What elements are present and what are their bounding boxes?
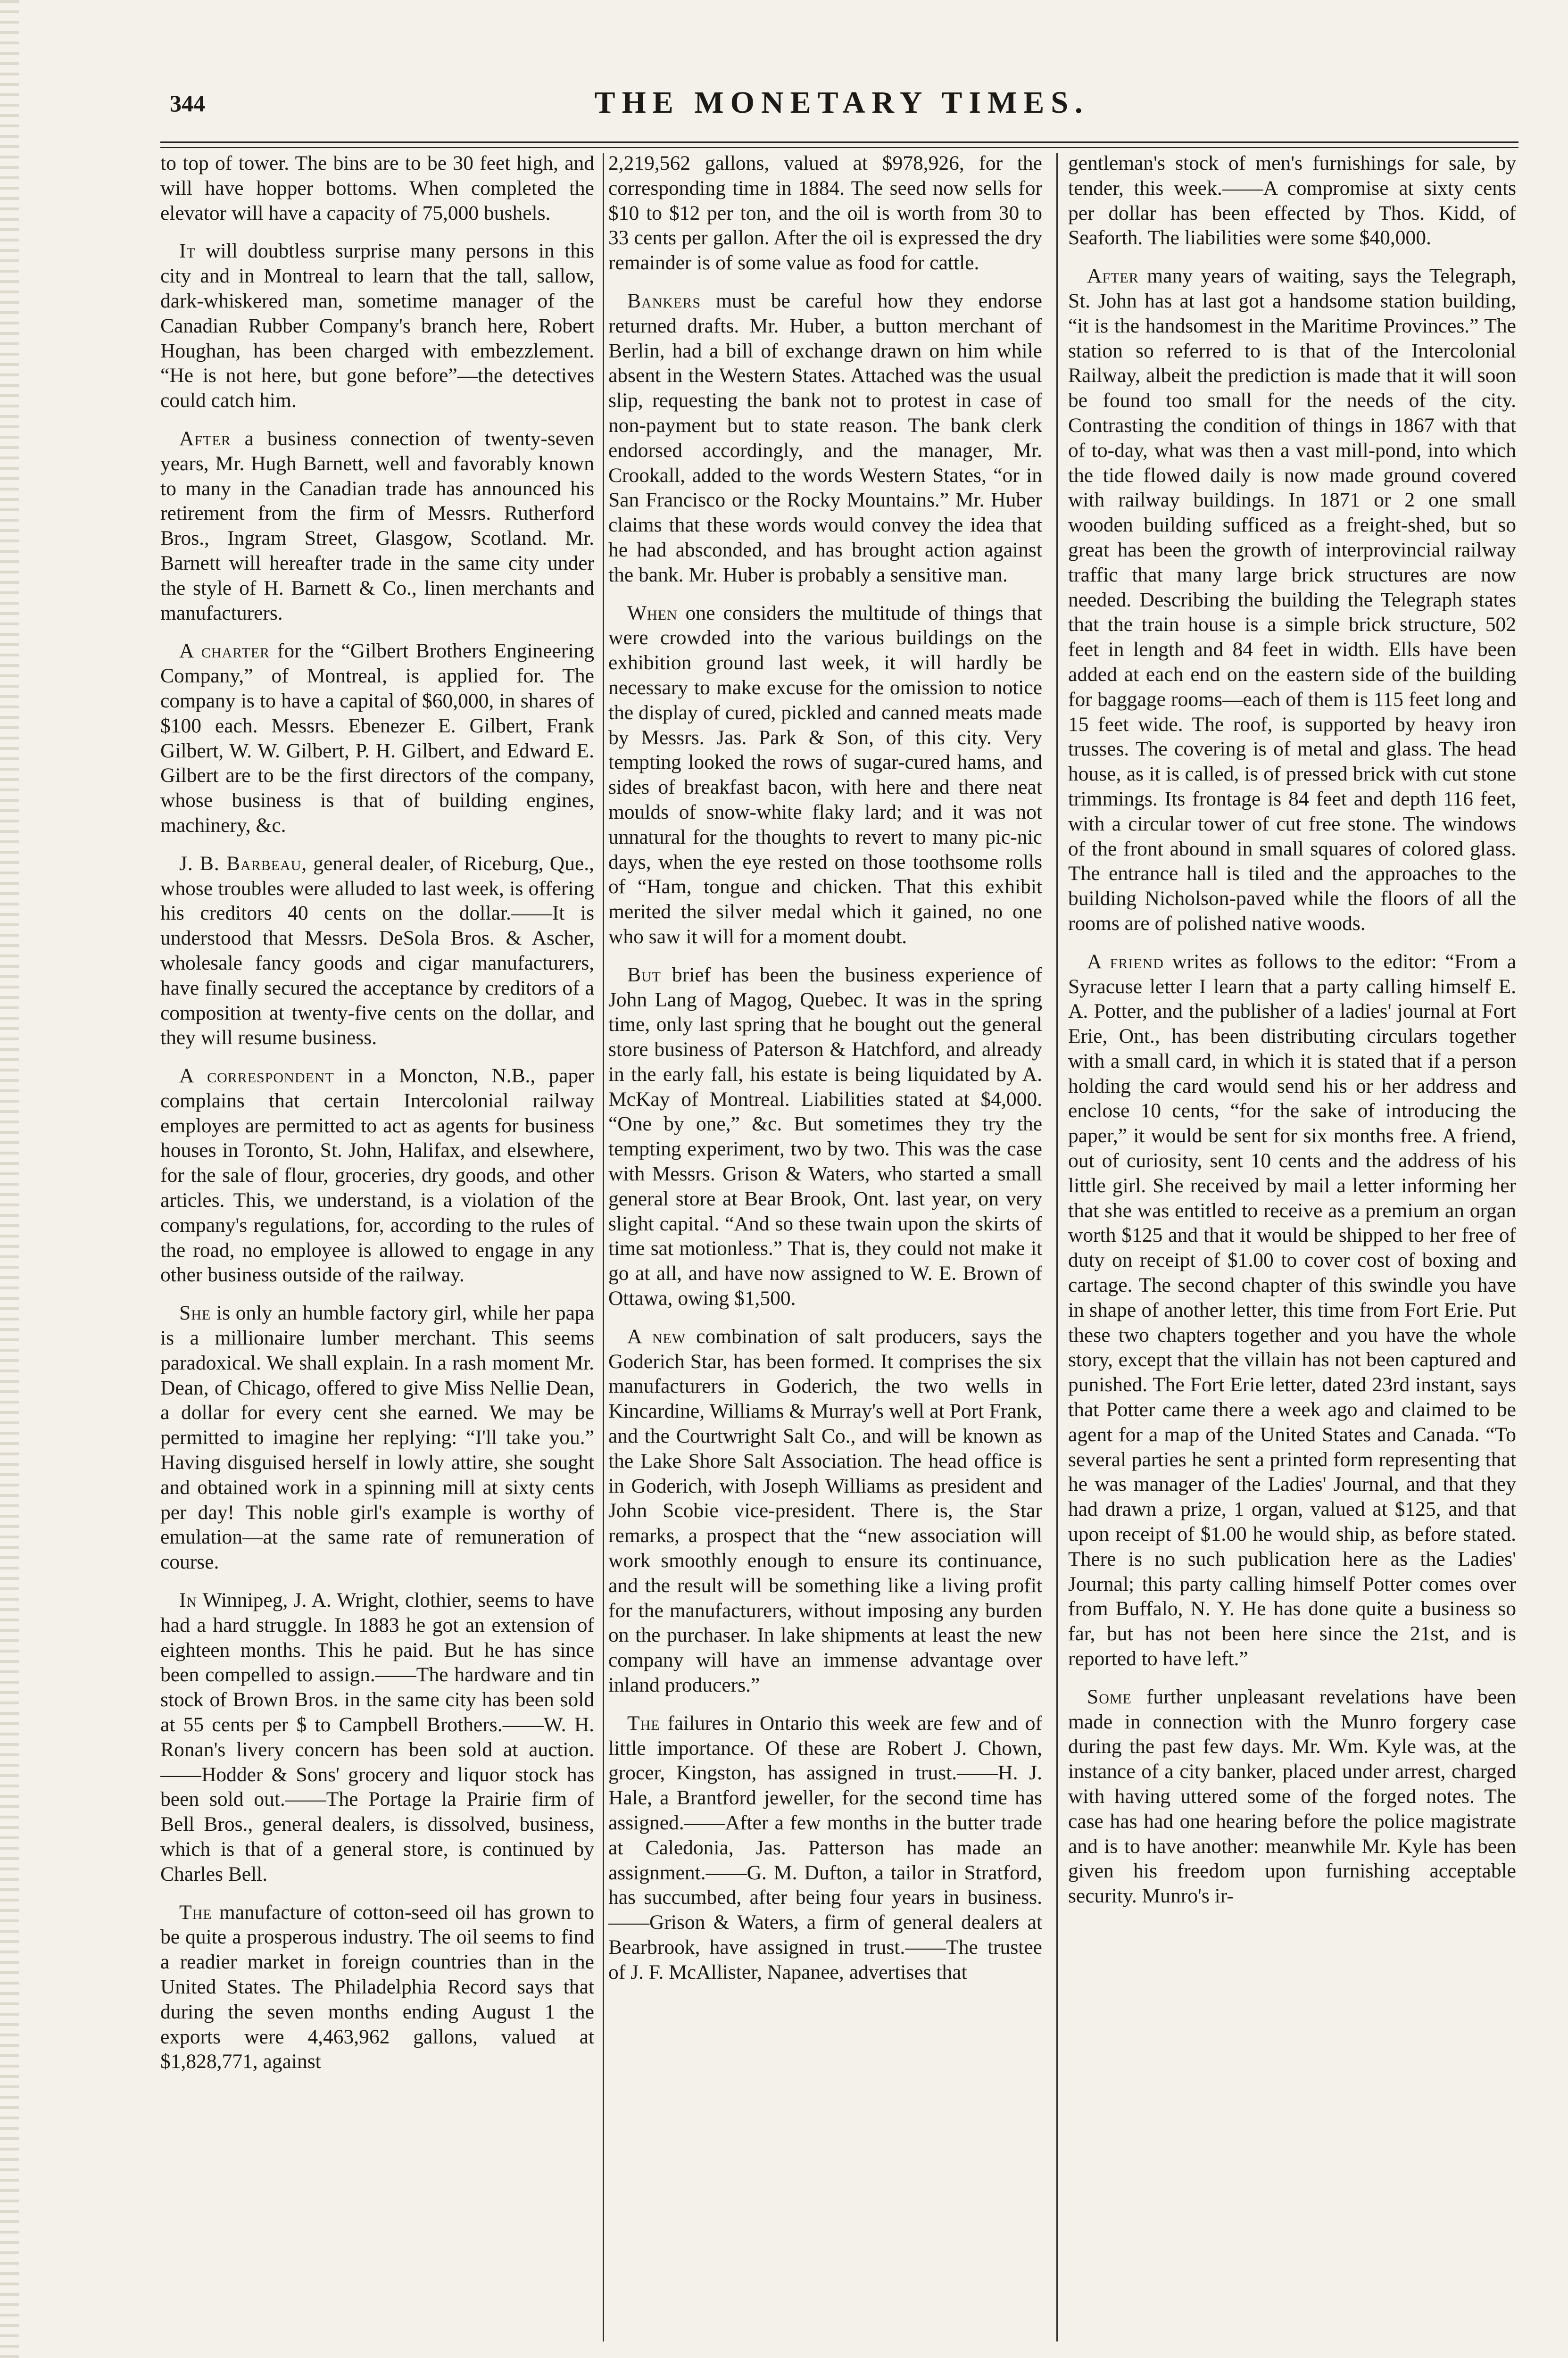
paragraph-lead: A friend <box>1087 950 1164 973</box>
column-divider <box>603 153 604 2341</box>
column-1 <box>160 151 594 2351</box>
paragraph-text: Winnipeg, J. A. Wright, clothier, seems to have had a hard struggle. In 1883 he got an extension of eighteen months. This he paid. But he has since been compelled to assign.——The hardware and tin stock of Brown Bros. in the same city has been sold at 55 cents per $ to Campbell Brothers.——W. H. Ronan's livery concern has been sold at auction.——Hodder & Sons' grocery and liquor stock has been sold out.——The Portage la Prairie firm of Bell Bros., general dealers, is dissolved, business, which is that of a general store, is continued by Charles Bell. <box>160 1589 594 1885</box>
article-paragraph <box>608 601 1042 949</box>
article-paragraph <box>1068 1685 1516 1909</box>
paragraph-lead: Some <box>1087 1685 1132 1708</box>
paragraph-text: combination of salt producers, says the Goderich Star, has been formed. It comprises the six manufacturers in Goderich, the two wells in Kincardine, Williams & Murray's well at Port Frank, and the Courtwright Salt Co., and will be known as the Lake Shore Salt Association. The head office is in Goderich, with Joseph Williams as president and John Scobie vice-president. There is, the Star remarks, a prospect that the “new association will work smoothly enough to ensure its continuance, and the result will be something like a living profit for the manufacturers, without imposing any burden on the purchaser. In lake shipments at least the new company will have an immense advantage over inland producers.” <box>608 1325 1042 1697</box>
paragraph-text: many years of waiting, says the Telegraph, St. John has at last got a handsome station building, “it is the handsomest in the Maritime Provinces.” The station so referred to is that of the Intercolonial Railway, albeit the prediction is made that it will soon be found too small for the needs of the city. Contrasting the condition of things in 1867 with that of to-day, what was then a vast mill-pond, into which the tide flowed daily is now made ground covered with railway buildings. In 1871 or 2 one small wooden building sufficed as a freight-shed, but so great has been the growth of interprovincial railway traffic that many large brick structures are now needed. Describing the building the Telegraph states that the train house is a simple brick structure, 502 feet in length and 84 feet in width. Ells have been added at each end on the eastern side of the building for baggage rooms—each of them is 115 feet long and 15 feet wide. The roof, is supported by heavy iron trusses. The covering is of metal and glass. The head house, as it is called, is of pressed brick with cut stone trimmings. Its frontage is 84 feet and depth 116 feet, with a circular tower of cut free stone. The windows of the front abound in small squares of colored glass. The entrance hall is tiled and the approaches to the building Nicholson-paved while the floors of all the rooms are of polished native woods. <box>1068 265 1516 935</box>
article-paragraph <box>160 1301 594 1575</box>
paragraph-lead: But <box>627 963 662 986</box>
article-paragraph <box>160 851 594 1050</box>
article-paragraph <box>160 1588 594 1887</box>
paragraph-text: 2,219,562 gallons, valued at $978,926, for the corresponding time in 1884. The seed now sells for $10 to $12 per ton, and the oil is worth from 30 to 33 cents per gallon. After the oil is expressed the dry remainder is of some value as food for cattle. <box>608 152 1042 274</box>
article-paragraph <box>608 963 1042 1311</box>
paragraph-lead: The <box>179 1901 212 1924</box>
paragraph-lead: When <box>627 601 678 624</box>
page-header <box>170 85 1514 137</box>
article-paragraph <box>160 1063 594 1287</box>
paragraph-text: brief has been the business experience of John Lang of Magog, Quebec. It was in the spring time, only last spring that he bought out the general store business of Paterson & Hatchford, and already in the early fall, his estate is being liquidated by A. McKay of Montreal. Liabilities stated at $4,000. “One by one,” &c. But sometimes they try the tempting experiment, two by two. This was the case with Messrs. Grison & Waters, who started a small general store at Bear Brook, Ont. last year, on very slight capital. “And so these twain upon the skirts of time sat motionless.” That is, they could not make it go at all, and have now assigned to W. E. Brown of Ottawa, owing $1,500. <box>608 963 1042 1310</box>
paragraph-text: failures in Ontario this week are few and of little importance. Of these are Robert J. Chown, grocer, Kingston, has assigned in trust.——H. J. Hale, a Brantford jeweller, for the second time has assigned.——After a few months in the butter trade at Caledonia, Jas. Patterson has made an assignment.——G. M. Dufton, a tailor in Stratford, has succumbed, after being four years in business.——Grison & Waters, a firm of general dealers at Bearbrook, have assigned in trust.——The trustee of J. F. McAllister, Napanee, advertises that <box>608 1711 1042 1984</box>
scan-edge <box>0 0 19 2358</box>
paragraph-lead: The <box>627 1711 660 1735</box>
column-3 <box>1068 151 1516 2351</box>
paragraph-text: manufacture of cotton-seed oil has grown to be quite a prosperous industry. The oil seems to find a readier market in foreign countries than in the United States. The Philadelphia Record says that during the seven months ending August 1 the exports were 4,463,962 gallons, valued at $1,828,771, against <box>160 1901 594 2073</box>
paragraph-lead: A charter <box>179 639 270 663</box>
paragraph-lead: After <box>179 427 231 450</box>
paragraph-lead: A correspondent <box>179 1064 334 1088</box>
article-paragraph <box>608 289 1042 588</box>
paragraph-text: general dealer, of Riceburg, Que., whose troubles were alluded to last week, is offering his creditors 40 cents on the dollar.——It is understood that Messrs. DeSola Bros. & Ascher, wholesale fancy goods and cigar manufacturers, have finally secured the acceptance by creditors of a composition at twenty-five cents on the dollar, and they will resume business. <box>160 852 594 1049</box>
paragraph-text: must be careful how they endorse returned drafts. Mr. Huber, a button merchant of Berlin, had a bill of exchange drawn on him while absent in the Western States. Attached was the usual slip, requesting the bank not to protest in case of non-payment but to state reason. The bank clerk endorsed accordingly, and the manager, Mr. Crookall, added to the words Western States, “or in San Francisco or the Rocky Mountains.” Mr. Huber claims that these words would convey the idea that he had absconded, and has brought action against the bank. Mr. Huber is probably a sensitive man. <box>608 289 1042 586</box>
article-paragraph <box>160 639 594 838</box>
paragraph-text: to top of tower. The bins are to be 30 feet high, and will have hopper bottoms. When completed the elevator will have a capacity of 75,000 bushels. <box>160 152 594 224</box>
paragraph-text: will doubtless surprise many persons in this city and in Montreal to learn that the tall, sallow, dark-whiskered man, sometime manager of the Canadian Rubber Company's branch here, Robert Houghan, has been charged with embezzlement. “He is not here, but gone before”—the detectives could catch him. <box>160 240 594 412</box>
article-paragraph <box>160 1900 594 2075</box>
column-divider <box>1056 153 1058 2341</box>
paragraph-text: for the “Gilbert Brothers Engineering Company,” of Montreal, is applied for. The company is to have a capital of $60,000, in shares of $100 each. Messrs. Ebenezer E. Gilbert, Frank Gilbert, W. W. Gilbert, P. H. Gilbert, and Edward E. Gilbert are to be the first directors of the company, whose business is that of building engines, machinery, &c. <box>160 639 594 837</box>
column-2 <box>608 151 1042 2351</box>
header-rule <box>160 141 1518 143</box>
paragraph-text: a business connection of twenty-seven years, Mr. Hugh Barnett, well and favorably known to many in the Canadian trade has announced his retirement from the firm of Messrs. Rutherford Bros., Ingram Street, Glasgow, Scotland. Mr. Barnett will hereafter trade in the same city under the style of H. Barnett & Co., linen merchants and manufacturers. <box>160 427 594 624</box>
article-paragraph <box>1068 264 1516 936</box>
paragraph-lead: She <box>179 1302 211 1325</box>
paragraph-lead: After <box>1087 265 1139 288</box>
article-paragraph <box>608 1711 1042 1985</box>
paragraph-text: gentleman's stock of men's furnishings for sale, by tender, this week.——A compromise at sixty cents per dollar has been effected by Thos. Kidd, of Seaforth. The liabilities were some $40,000. <box>1068 152 1516 249</box>
article-paragraph <box>160 426 594 625</box>
article-paragraph <box>160 151 594 225</box>
paragraph-lead: J. B. Barbeau, <box>179 852 307 875</box>
paragraph-lead: In <box>179 1589 198 1612</box>
paragraph-text: writes as follows to the editor: “From a Syracuse letter I learn that a party calling himself E. A. Potter, and the publisher of a ladies' journal at Fort Erie, Ont., has been distributing circulars together with a small card, in which it is stated that if a person holding the card would send his or her address and enclose 10 cents, “for the sake of introducing the paper,” it would be sent for six months free. A friend, out of curiosity, sent 10 cents and the address of his little girl. She received by mail a letter informing her that she was entitled to receive as a premium an organ worth $125 and that it would be shipped to her free of duty on receipt of $1.00 to cover cost of boxing and cartage. The second chapter of this swindle you have in shape of another letter, this time from Fort Erie. Put these two chapters together and you have the whole story, except that the villain has not been captured and punished. The Fort Erie letter, dated 23rd instant, says that Potter came there a week ago and claimed to be agent for a map of the United States and Canada. “To several parties he sent a printed form representing that he was manager of the Ladies' Journal, and that they had drawn a prize, 1 organ, valued at $125, and that upon receipt of $1.00 he would ship, as before stated. There is no such publication here as the Ladies' Journal; this party calling himself Potter comes over from Buffalo, N. Y. He has done quite a business so far, but has not been here since the 21st, and is reported to have left.” <box>1068 950 1516 1670</box>
paragraph-text: further unpleasant revelations have been made in connection with the Munro forgery case during the past few days. Mr. Wm. Kyle was, at the instance of a city banker, placed under arrest, charged with having uttered some of the forged notes. The case has had one hearing before the police magistrate and is to have another: meanwhile Mr. Kyle has been given his freedom upon furnishing acceptable security. Munro's ir- <box>1068 1685 1516 1908</box>
paragraph-text: is only an humble factory girl, while her papa is a millionaire lumber merchant. This seems paradoxical. We shall explain. In a rash moment Mr. Dean, of Chicago, offered to give Miss Nellie Dean, a dollar for every cent she earned. We may be permitted to imagine her replying: “I'll take you.” Having disguised herself in lowly attire, she sought and obtained work in a spinning mill at sixty cents per day! This noble girl's example is worthy of emulation—at the same rate of remuneration of course. <box>160 1302 594 1574</box>
paragraph-lead: A new <box>627 1325 686 1348</box>
page-number: 344 <box>170 90 205 116</box>
article-paragraph <box>1068 151 1516 250</box>
paragraph-text: in a Moncton, N.B., paper complains that certain Intercolonial railway employes are permitted to act as agents for business houses in Toronto, St. John, Halifax, and elsewhere, for the sale of flour, groceries, dry goods, and other articles. This, we understand, is a violation of the company's regulations, for, according to the rules of the road, no employee is allowed to engage in any other business outside of the railway. <box>160 1064 594 1287</box>
article-paragraph <box>608 1324 1042 1698</box>
article-paragraph <box>1068 949 1516 1671</box>
paragraph-text: one considers the multitude of things that were crowded into the various buildings on the exhibition ground last week, it will hardly be necessary to make excuse for the omission to notice the display of cured, pickled and canned meats made by Messrs. Jas. Park & Son, of this city. Very tempting looked the rows of sugar-cured hams, and sides of breakfast bacon, with here and there neat moulds of snow-white flaky lard; and it was not unnatural for the thoughts to revert to many pic-nic days, when the eye rested on those toothsome rolls of “Ham, tongue and chicken. That this exhibit merited the silver medal which it gained, no one who saw it will for a moment doubt. <box>608 601 1042 948</box>
article-paragraph <box>160 239 594 413</box>
header-rule-thin <box>160 147 1518 148</box>
masthead: THE MONETARY TIMES. <box>594 85 1089 120</box>
paragraph-lead: Bankers <box>627 289 701 312</box>
article-paragraph <box>608 151 1042 275</box>
paragraph-lead: It <box>179 240 196 263</box>
